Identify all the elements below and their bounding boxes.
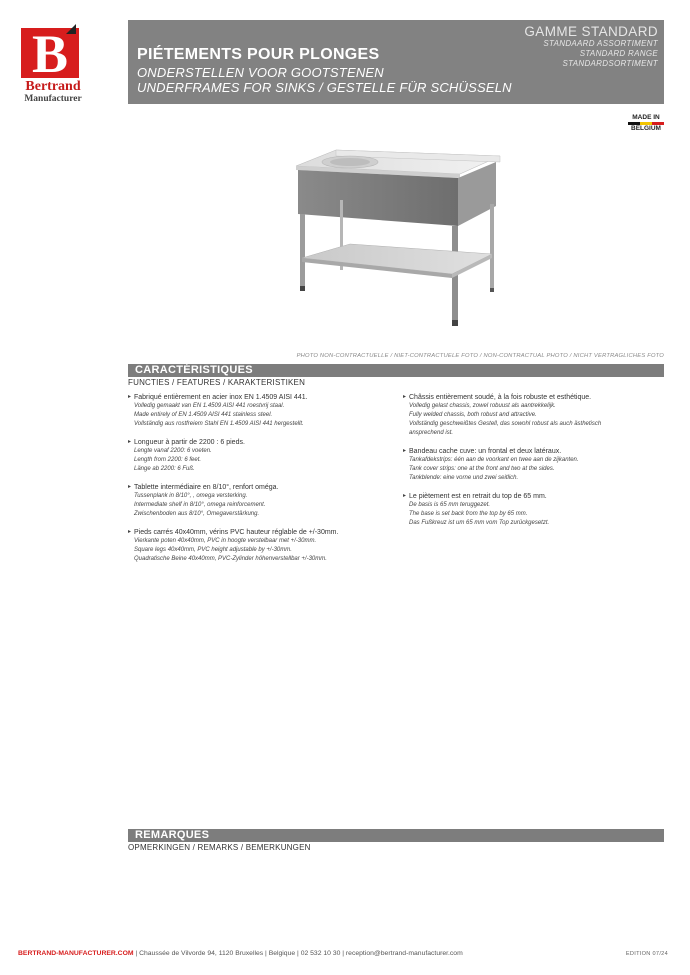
feature-translation: Tank cover strips: one at the front and two at the sides.	[409, 466, 555, 472]
feature-item	[403, 447, 665, 483]
logo-letter: B	[21, 28, 79, 78]
remarks-header	[128, 829, 664, 842]
feature-item	[128, 528, 378, 564]
remarks-title: REMARQUES	[135, 829, 210, 841]
feature-translation: Square legs 40x40mm, PVC height adjustable by +/-30mm.	[134, 547, 292, 553]
feature-translation: Tankblende: eine vorne und zwei seitlich.	[409, 475, 519, 481]
feature-translation: Vollständig geschweißtes Gestell, das sowohl robust als auch ästhetisch	[409, 421, 602, 427]
feature-item	[128, 393, 378, 429]
feature-item	[128, 483, 378, 519]
feature-item	[128, 438, 378, 474]
page-subtitle-en-de: UNDERFRAMES FOR SINKS / GESTELLE FÜR SCHÜSSELN	[137, 80, 512, 95]
feature-translation: Volledig gemaakt van EN 1.4509 AISI 441 roestvrij staal.	[134, 403, 285, 409]
feature-translation: Length from 2200: 6 feet.	[134, 457, 202, 463]
feature-item	[403, 393, 665, 438]
feature-translation: Tussenplank in 8/10°, , omega versterking.	[134, 493, 248, 499]
range-label-de: STANDARDSORTIMENT	[562, 59, 658, 68]
badge-line2: BELGIUM	[631, 125, 661, 132]
feature-translation: Made entirely of EN 1.4509 AISI 441 stainless steel.	[134, 412, 273, 418]
photo-disclaimer: PHOTO NON-CONTRACTUELLE / NIET-CONTRACTUELE FOTO / NON-CONTRACTUAL PHOTO / NICHT VERTRAGLICHES FOTO	[296, 353, 664, 359]
feature-text: ▸ Longueur à partir de 2200 : 6 pieds.	[128, 438, 378, 447]
feature-translation: Tankafdekstrips: één aan de voorkant en twee aan de zijkanten.	[409, 457, 579, 463]
feature-translation: Intermediate shelf in 8/10°, omega reinforcement.	[134, 502, 266, 508]
page-footer	[18, 950, 668, 957]
features-right-column	[403, 393, 665, 537]
features-title: CARACTÉRISTIQUES	[135, 364, 253, 376]
feature-text: ▸ Pieds carrés 40x40mm, vérins PVC hauteur réglable de +/-30mm.	[128, 528, 378, 537]
page-title: PIÉTEMENTS POUR PLONGES	[137, 46, 380, 63]
feature-text: ▸ Bandeau cache cuve: un frontal et deux latéraux.	[403, 447, 665, 456]
feature-text: ▸ Le piètement est en retrait du top de 65 mm.	[403, 492, 665, 501]
feature-text: ▸ Châssis entièrement soudé, à la fois robuste et esthétique.	[403, 393, 665, 402]
logo-subtitle: Manufacturer	[24, 94, 82, 104]
feature-item	[403, 492, 665, 528]
logo-corner-mark	[66, 24, 76, 34]
features-header	[128, 364, 664, 377]
feature-text: ▸ Fabriqué entièrement en acier inox EN 1.4509 AISI 441.	[128, 393, 378, 402]
feature-translation: The base is set back from the top by 65 mm.	[409, 511, 528, 517]
range-label-nl: STANDAARD ASSORTIMENT	[543, 39, 658, 48]
logo-name: Bertrand	[25, 79, 81, 94]
badge-line1: MADE IN	[632, 114, 660, 121]
footer-website-link[interactable]: BERTRAND-MANUFACTURER.COM	[18, 950, 134, 957]
remarks-subtitle: OPMERKINGEN / REMARKS / BEMERKUNGEN	[128, 843, 311, 852]
range-label: GAMME STANDARD	[524, 24, 658, 39]
feature-translation: ansprechend ist.	[409, 430, 454, 436]
features-left-column	[128, 393, 378, 573]
feature-translation: Fully welded chassis, both robust and attractive.	[409, 412, 537, 418]
feature-translation: Zwischenboden aus 8/10°, Omegaverstärkung.	[134, 511, 260, 517]
feature-translation: Volledig gelast chassis, zowel robuust als aantrekkelijk.	[409, 403, 556, 409]
feature-translation: De basis is 65 mm teruggezet.	[409, 502, 491, 508]
sink-underframe-image	[280, 140, 510, 330]
features-subtitle: FUNCTIES / FEATURES / KARAKTERISTIKEN	[128, 378, 306, 387]
edition-label: EDITION 07/24	[625, 951, 668, 957]
feature-text: ▸ Tablette intermédiaire en 8/10°, renfort oméga.	[128, 483, 378, 492]
feature-translation: Vollständig aus rostfreiem Stahl EN 1.4509 AISI 441 hergestellt.	[134, 421, 304, 427]
page-subtitle-nl: ONDERSTELLEN VOOR GOOTSTENEN	[137, 65, 384, 80]
feature-translation: Vierkante poten 40x40mm, PVC in hoogte verstelbaar met +/-30mm.	[134, 538, 317, 544]
feature-translation: Lengte vanaf 2200: 6 voeten.	[134, 448, 212, 454]
footer-contact-info: | Chaussée de Vilvorde 94, 1120 Bruxelles | Belgique | 02 532 10 30 | reception@bertrand-manufacturer.com	[133, 950, 463, 957]
feature-translation: Das Fußkreuz ist um 65 mm vom Top zurückgesetzt.	[409, 520, 550, 526]
feature-translation: Quadratische Beine 40x40mm, PVC-Zylinder höhenverstellbar +/-30mm.	[134, 556, 327, 562]
range-label-en: STANDARD RANGE	[579, 49, 658, 58]
title-band	[128, 20, 664, 104]
bertrand-logo	[18, 26, 84, 106]
made-in-belgium-badge	[628, 114, 664, 136]
feature-translation: Länge ab 2200: 6 Fuß.	[134, 466, 195, 472]
